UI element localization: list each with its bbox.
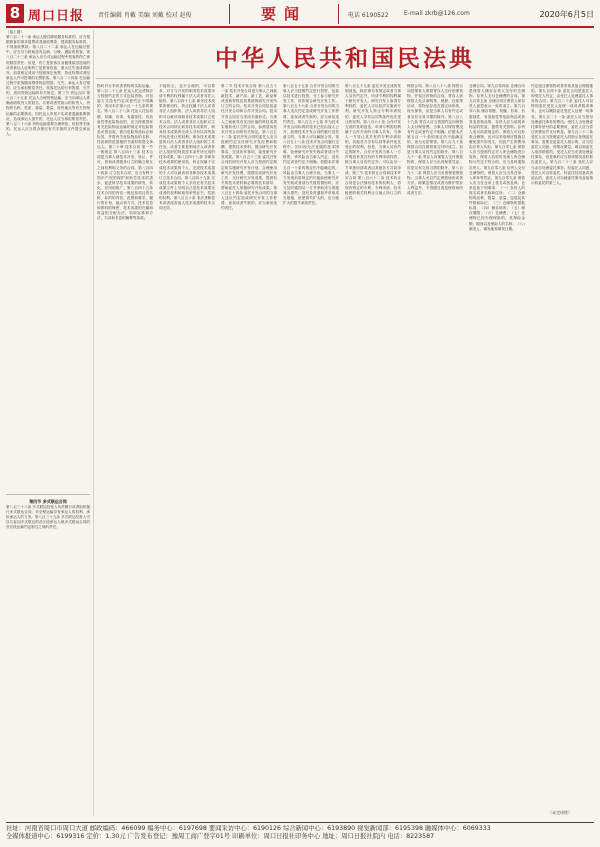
- column-text: 第八百三十八条 多式联运经营人负责履行或者组织履行多式联运合同，对全程运输享有承运人的权利，承担承运人的义务。第八百三十九条 多式联运经营人可以与参加多式联运的各区段承运人就多式联运合同的各区段运输约定相互之间的责任。: [6, 505, 90, 530]
- page-number: 8: [6, 4, 24, 23]
- column-text: 第八百二十一条 承运人擅自降低服务标准的，应当根据旅客的请求退票或者减收票款；提高服务标准的，不得加收票款。第八百二十二条 承运人在运输过程中，应当尽力救助患有急病、分娩、遇险的旅客。第八百二十三条 承运人应当对运输过程中旅客的伤亡承担赔偿责任；但是，伤亡是旅客自身健康原因造成的或者承运人证明伤亡是旅客故意、重大过失造成的除外。前款规定适用于按照规定免票、持优待票或者经承运人许可搭乘的无票旅客。第八百二十四条 在运输过程中旅客随身携带物品毁损、灭失，承运人有过错的，应当承担赔偿责任。旅客托运的行李毁损、灭失的，适用货物运输的有关规定。第三节 货运合同 第八百二十五条 托运人办理货物运输，应当向承运人准确表明收货人的姓名、名称或者凭指示的收货人，货物的名称、性质、重量、数量，收货地点等有关货物运输的必要情况。因托运人申报不实或者遗漏重要情况，造成承运人损失的，托运人应当承担赔偿责任。第八百二十六条 货物运输需要办理审批、检验等手续的，托运人应当将办理完有关手续的文件提交承运人。: [6, 35, 90, 136]
- phone-info: 电话 6190522: [348, 12, 389, 19]
- column-rule: [93, 30, 94, 816]
- footer-rule: [6, 822, 594, 823]
- column-text: 第八百五十五条 合作开发合同的当事人应当按照约定进行投资，包括以技术进行投资，分工参与研究开发工作，协作配合研究开发工作。第八百五十六条 合作开发合同的当事人违反约定造成研究开发工作停滞、延误或者失败的，应当承担违约责任。第八百五十七条 作为技术开发合同标的的技术已经由他人公开，致使技术开发合同的履行没有意义的，当事人可以解除合同。第八百五十八条 技术开发合同履行过程中，因出现无法克服的技术困难，致使研究开发失败或者部分失败的，该风险由当事人约定；没有约定或者约定不明确，依据本法第五百一十条的规定仍不能确定的，风险由当事人合理分担。当事人一方发现前款规定的可能致使研究开发失败或者部分失败的情形时，应当及时通知另一方并采取适当措施减少损失；没有及时通知并采取适当措施，致使损失扩大的，应当就扩大的损失承担责任。: [283, 84, 339, 206]
- section-title: 要闻: [260, 5, 307, 23]
- issue-date: 2020年6月5日: [539, 10, 594, 19]
- section-heading: 第四节 多式联运合同: [29, 499, 67, 504]
- page-header: [6, 4, 594, 24]
- column-text: 第八百五十九条 委托开发完成的发明创造，除法律另有规定或者当事人另有约定外，申请专利的权利属于研究开发人。研究开发人取得专利权的，委托人可以依法实施该专利。研究开发人转让专利申请权的，委托人享有以同等条件优先受让的权利。第八百六十条 合作开发完成的发明创造，申请专利的权利属于合作开发的当事人共有；当事人一方转让其共有的专利申请权的，其他各方享有以同等条件优先受让的权利。但是，当事人另有约定的除外。合作开发的当事人一方声明放弃其共有的专利申请权的，除当事人另有约定外，可以由另一方单独申请或者由其他各方共同申请。第三节 技术转让合同和技术许可合同 第八百六十二条 技术转让合同是合法拥有技术的权利人，将现有特定的专利、专利申请、技术秘密的相关权利让与他人所订立的合同。: [345, 84, 401, 201]
- article-column-8: [469, 84, 525, 814]
- article-column-4: [221, 84, 277, 814]
- article-title: 中华人民共和国民法典: [215, 45, 475, 72]
- header-rule: [6, 26, 594, 28]
- column-text: 约定返还保管物或者采取其他合理措施的。第九百四十条 委托合同是委托人和受托人约定，由受托人处理委托人事务的合同。第九百二十条 委托人可以特别委托受托人处理一项或者数项事务，也可以概括委托受托人处理一切事务。第九百二十一条 委托人应当预付处理委托事务的费用。受托人为处理委托事务垫付的必要费用，委托人应当偿还该费用并支付利息。第九百二十二条 受托人应当按照委托人的指示处理委托事务。需要变更委托人指示的，应当经委托人同意；因情况紧急，难以和委托人取得联系的，受托人应当妥善处理委托事务，但是事后应当将该情况及时报告委托人。第九百二十三条 受托人应当亲自处理委托事务。经委托人同意，受托人可以转委托。转委托经同意或者追认的，委托人可以就委托事务直接指示转委托的第三人。: [531, 84, 593, 185]
- editor-info: 责任编辑 肖戴 美编 刘戴 校对 赵俊: [98, 12, 192, 19]
- section-box: [229, 4, 339, 24]
- footer-line-1: 社址：河南省周口市周口大道 邮政编码：466099 编务中心：6197698 要闻采访中心：6190126 综合新闻中心：6193890 视觉新闻部：6195398 融媒体中心：6069333: [6, 825, 491, 832]
- article-column-9: [531, 84, 593, 806]
- article-column-3: [159, 84, 215, 814]
- column-text: 不能防止，也不合理的，可以要求，对方与开发的职务技术成果申请专利的权利属于法人或者非法人组织。第八百四十七条 职务技术成果的使用权、转让权属于法人或者非法人组织的，法人或者非法人组织可以就该项职务技术成果订立技术合同。法人或者非法人组织订立技术合同转让职务技术成果时，职务技术成果的完成人享有以同等条件优先受让的权利。职务技术成果是执行法人或者非法人组织的工作任务，或者主要是利用法人或者非法人组织的物质技术条件所完成的技术成果。第八百四十八条 非职务技术成果的使用权、转让权属于完成技术成果的个人，完成技术成果的个人可以就该项非职务技术成果订立技术合同。第八百四十九条 完成技术成果的个人享有在有关技术成果文件上写明自己是技术成果完成者的权利和取得荣誉证书、奖励的权利。第八百五十条 非法垄断技术或者侵害他人技术成果的技术合同无效。: [159, 84, 215, 211]
- title-divider: [96, 78, 594, 79]
- continued-note: （未完待续）: [548, 810, 572, 815]
- article-column-1: [6, 30, 90, 490]
- page-footer: [6, 825, 594, 841]
- article-column-2: [97, 84, 153, 814]
- article-column-7: [407, 84, 463, 814]
- column-text: 物时对行李或者货物的实际运输。第八百二十七条 托运人托运货物应当按照约定的方式包装货物。对包装方式没有约定或者约定不明确的，适用本法第六百一十九条的规定。第八百二十八条 托运人托运易燃、易爆、有毒、有腐蚀性、有放射性等危险物品的，应当按照国家有关危险物品运输的规定对危险物品妥善包装，做出危险物品标志和标签，并将有关危险物品的名称、性质和防范措施的书面材料提交承运人。第二十章 技术合同 第一节 一般规定 第八百四十三条 技术合同是当事人就技术开发、转让、许可、咨询或者服务订立的确立相互之间权利和义务的合同。第八百四十四条 订立技术合同，应当有利于知识产权的保护和科学技术的进步，促进科学技术成果的研发、转化、应用和推广。第八百四十五条 技术合同的内容一般包括项目的名称，标的的内容、范围和要求，履行的计划、地点和方式，技术信息和资料的保密，技术成果的归属和收益的分配办法，验收标准和方法，名词和术语的解释等条款。: [97, 84, 153, 221]
- masthead-logo: 周口日报: [28, 9, 85, 24]
- column-text: 保管合同。第八百八十八条 保管合同是保管人保管寄存人交付的保管物，并返还该物的合同。寄存人到保管人处从事购物、就餐、住宿等活动，将物品存放在指定场所的，视为保管，但是当事人另有约定或者另有交易习惯的除外。第八百八十九条 寄存人应当按照约定向保管人支付保管费。当事人对保管费没有约定或者约定不明确，依据本法第五百一十条的规定仍不能确定的，视为无偿保管。第八百九十条 保管合同自保管物交付时成立，但是当事人另有约定的除外。第八百九十一条 寄存人向保管人交付保管物的，保管人应当出具保管凭证，但是另有交易习惯的除外。第八百九十二条 保管人应当妥善保管保管物。当事人可以约定保管场所或者方法。除紧急情况或者为维护寄存人利益外，不得擅自改变保管场所或者方法。: [407, 84, 463, 195]
- footer-line-2: 全媒体报道中心：6199316 定价：1.30元 广告发布登记：豫周工商广登字01号 印刷单位：周口日报社印务中心 地址：周口日报社院内 电话：8223587: [6, 833, 435, 840]
- column-text: 仓储合同。第九百零四条 仓储合同是保管人储存存货人交付的仓储物，存货人支付仓储费的合同。第九百零五条 仓储合同自保管人和存货人意思表示一致时成立。第九百零六条 储存易燃、易爆、有毒、有腐蚀性、有放射性等危险物品或者易变质物品的，存货人应当说明该物品的性质，提供有关资料。存货人违反前款规定的，保管人可以拒收仓储物，也可以采取相应措施以避免损失的发生，因此产生的费用由存货人负担。第九百零七条 保管人应当按照约定对入库仓储物进行验收。保管人验收时发现入库仓储物与约定不符合的，应当及时通知存货人。第九百零八条 存货人交付仓储物的，保管人应当出具仓单、入库单等凭证。第九百零九条 保管人应当在仓单上签名或者盖章。仓单包括下列事项：（一）存货人的姓名或者名称和住所；（二）仓储物的品种、数量、质量、包装及其件数和标记；（三）仓储物的损耗标准；（四）储存场所；（五）储存期限；（六）仓储费；（七）仓储物已经办理保险的，其保险金额、期间以及保险人的名称；（八）填发人、填发地和填发日期。: [469, 84, 525, 231]
- article-column-6: [345, 84, 401, 814]
- email-info: E-mail zkrb@126.com: [404, 10, 470, 17]
- article-column-1b: [6, 498, 90, 816]
- article-column-5: [283, 84, 339, 814]
- column-continuation-head: （接上期）: [6, 30, 24, 34]
- column-divider: [6, 494, 90, 495]
- column-text: 第二节 技术开发合同 第八百五十一条 技术开发合同是当事人之间就新技术、新产品、新工艺、新品种或者新材料及其系统的研究开发所订立的合同。技术开发合同包括委托开发合同和合作开发合同。技术开发合同应当采用书面形式。当事人之间就具有实用价值的科技成果实施转化订立的合同，参照适用技术开发合同的有关规定。第八百五十二条 委托开发合同的委托人应当按照约定支付研究开发经费和报酬，提供技术资料，提出研究开发要求，完成协作事项，接受研究开发成果。第八百五十三条 委托开发合同的研究开发人应当按照约定制定和实施研究开发计划，合理使用研究开发经费，按期完成研究开发工作，交付研究开发成果，提供有关的技术资料和必要的技术指导，帮助委托人掌握研究开发成果。第八百五十四条 委托开发合同的当事人违反约定造成研究开发工作停滞、延误或者失败的，应当承担违约责任。: [221, 84, 277, 211]
